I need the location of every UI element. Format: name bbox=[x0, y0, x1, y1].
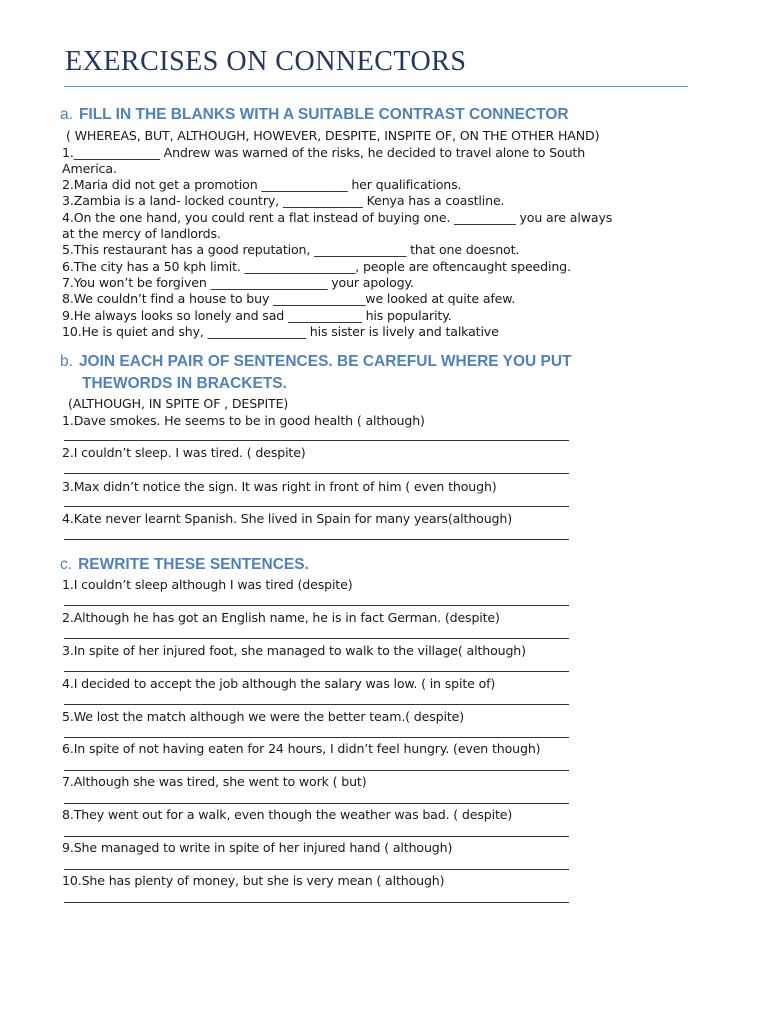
section-c-heading-text: REWRITE THESE SENTENCES. bbox=[78, 556, 309, 573]
title-underline bbox=[64, 86, 688, 87]
page-title: EXERCISES ON CONNECTORS bbox=[65, 46, 467, 77]
section-a-line-5: 4.On the one hand, you could rent a flat instead of buying one. __________ you are always bbox=[62, 210, 613, 225]
section-c-item-5: 5.We lost the match although we were the better team.( despite) bbox=[62, 709, 464, 724]
answer-line[interactable] bbox=[64, 473, 569, 474]
section-c-item-8: 8.They went out for a walk, even though the weather was bad. ( despite) bbox=[62, 807, 513, 822]
section-c-item-7: 7.Although she was tired, she went to work ( but) bbox=[62, 774, 367, 789]
answer-line[interactable] bbox=[64, 539, 569, 540]
section-b-item-2: 2.I couldn’t sleep. I was tired. ( despite) bbox=[62, 445, 306, 460]
section-b-item-1: 1.Dave smokes. He seems to be in good health ( although) bbox=[62, 413, 425, 428]
section-c-item-2: 2.Although he has got an English name, he is in fact German. (despite) bbox=[62, 610, 500, 625]
section-a-line-10: 8.We couldn’t find a house to buy _______________we looked at quite afew. bbox=[62, 291, 516, 306]
section-a-heading bbox=[60, 106, 569, 124]
section-a-heading-text: FILL IN THE BLANKS WITH A SUITABLE CONTRAST CONNECTOR bbox=[78, 106, 569, 123]
section-b-heading bbox=[60, 353, 572, 371]
answer-line[interactable] bbox=[64, 737, 569, 738]
answer-line[interactable] bbox=[64, 869, 569, 870]
section-c-heading bbox=[60, 556, 309, 574]
section-a-letter: a. bbox=[60, 106, 73, 123]
section-c-item-10: 10.She has plenty of money, but she is very mean ( although) bbox=[62, 873, 445, 888]
answer-line[interactable] bbox=[64, 803, 569, 804]
section-a-line-7: 5.This restaurant has a good reputation, _______________ that one doesnot. bbox=[62, 242, 520, 257]
answer-line[interactable] bbox=[64, 671, 569, 672]
section-a-line-8: 6.The city has a 50 kph limit. __________________, people are oftencaught speeding. bbox=[62, 259, 571, 274]
section-a-line-11: 9.He always looks so lonely and sad ____________ his popularity. bbox=[62, 308, 452, 323]
section-b-options: (ALTHOUGH, IN SPITE OF , DESPITE) bbox=[68, 396, 289, 411]
section-b-heading-line2: THEWORDS IN BRACKETS. bbox=[82, 375, 287, 392]
section-a-line-9: 7.You won’t be forgiven ___________________ your apology. bbox=[62, 275, 414, 290]
section-c-item-3: 3.In spite of her injured foot, she managed to walk to the village( although) bbox=[62, 643, 526, 658]
section-a-line-4: 3.Zambia is a land- locked country, _____________ Kenya has a coastline. bbox=[62, 193, 505, 208]
section-a-line-6: at the mercy of landlords. bbox=[62, 226, 221, 241]
section-c-letter: c. bbox=[60, 556, 73, 573]
section-c-item-1: 1.I couldn’t sleep although I was tired (despite) bbox=[62, 577, 353, 592]
section-a-options: ( WHEREAS, BUT, ALTHOUGH, HOWEVER, DESPITE, INSPITE OF, ON THE OTHER HAND) bbox=[66, 128, 600, 143]
answer-line[interactable] bbox=[64, 704, 569, 705]
answer-line[interactable] bbox=[64, 638, 569, 639]
answer-line[interactable] bbox=[64, 836, 569, 837]
section-a-line-1: 1.______________ Andrew was warned of the risks, he decided to travel alone to South bbox=[62, 145, 586, 160]
section-b-item-4: 4.Kate never learnt Spanish. She lived in Spain for many years(although) bbox=[62, 511, 512, 526]
answer-line[interactable] bbox=[64, 506, 569, 507]
section-a-line-3: 2.Maria did not get a promotion ______________ her qualifications. bbox=[62, 177, 462, 192]
section-b-heading-line1: JOIN EACH PAIR OF SENTENCES. BE CAREFUL WHERE YOU PUT bbox=[78, 353, 572, 370]
answer-line[interactable] bbox=[64, 770, 569, 771]
answer-line[interactable] bbox=[64, 605, 569, 606]
section-a-line-2: America. bbox=[62, 161, 117, 176]
section-c-item-9: 9.She managed to write in spite of her injured hand ( although) bbox=[62, 840, 453, 855]
section-b-item-3: 3.Max didn’t notice the sign. It was right in front of him ( even though) bbox=[62, 479, 497, 494]
section-c-item-6: 6.In spite of not having eaten for 24 hours, I didn’t feel hungry. (even though) bbox=[62, 741, 541, 756]
answer-line[interactable] bbox=[64, 440, 569, 441]
answer-line[interactable] bbox=[64, 902, 569, 903]
section-b-letter: b. bbox=[60, 353, 73, 370]
section-c-item-4: 4.I decided to accept the job although the salary was low. ( in spite of) bbox=[62, 676, 496, 691]
section-a-line-12: 10.He is quiet and shy, ________________ his sister is lively and talkative bbox=[62, 324, 499, 339]
